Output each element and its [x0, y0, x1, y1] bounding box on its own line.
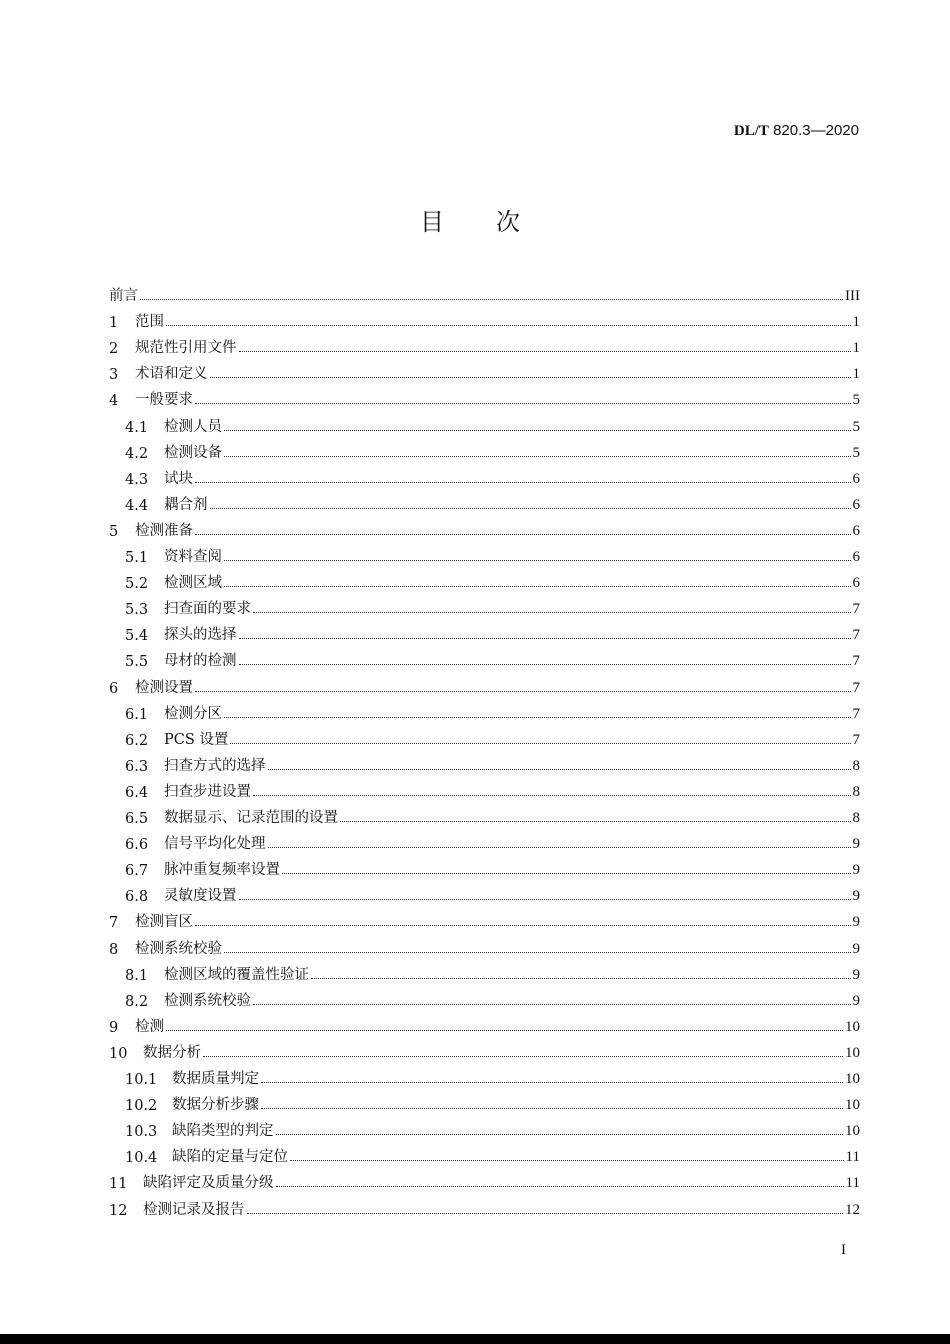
toc-entry-page: 6	[852, 470, 860, 487]
toc-entry-label: 检测设置	[135, 679, 193, 696]
bottom-border	[0, 1334, 950, 1344]
toc-leader-dots	[140, 298, 843, 300]
toc-entry-number: 1	[109, 315, 119, 332]
toc-entry[interactable]	[125, 1118, 860, 1140]
toc-entry-page: 8	[852, 783, 860, 800]
toc-entry[interactable]	[109, 309, 860, 331]
toc-entry-number: 6.6	[125, 837, 149, 854]
toc-leader-dots	[224, 585, 851, 587]
toc-entry-number: 10.3	[125, 1124, 158, 1141]
toc-entry[interactable]	[125, 779, 860, 801]
toc-entry[interactable]	[125, 883, 860, 905]
toc-entry-number: 3	[109, 367, 119, 384]
toc-leader-dots	[224, 455, 851, 457]
toc-leader-dots	[268, 768, 851, 770]
toc-leader-dots	[239, 637, 851, 639]
toc-entry-page: 12	[845, 1201, 860, 1218]
toc-entry-number: 5	[109, 523, 119, 540]
toc-leader-dots	[239, 663, 851, 665]
toc-entry-label: 灵敏度设置	[164, 888, 237, 905]
toc-entry[interactable]	[125, 1092, 860, 1114]
toc-entry-label: 检测系统校验	[135, 940, 222, 957]
toc-entry-label: 前言	[109, 288, 138, 304]
toc-entry[interactable]	[109, 1170, 860, 1192]
toc-entry-label: 检测分区	[164, 705, 222, 722]
toc-entry-number: 4.4	[125, 497, 149, 514]
toc-leader-dots	[224, 951, 851, 953]
toc-entry-number: 6.2	[125, 732, 149, 749]
toc-leader-dots	[340, 820, 851, 822]
toc-entry-label: 检测设备	[164, 444, 222, 461]
toc-entry[interactable]	[125, 440, 860, 462]
toc-entry-page: 10	[845, 1018, 860, 1035]
toc-entry-page: 5	[852, 392, 860, 409]
standard-code-prefix: DL/T	[733, 123, 769, 139]
toc-entry-number: 6.7	[125, 863, 149, 880]
toc-entry-number: 8	[109, 941, 119, 958]
toc-entry[interactable]	[125, 857, 860, 879]
toc-entry-label: 资料查阅	[164, 549, 222, 565]
toc-entry-page: 7	[852, 731, 860, 748]
toc-leader-dots	[166, 324, 851, 326]
toc-entry[interactable]	[125, 1066, 860, 1088]
toc-leader-dots	[276, 1133, 844, 1135]
toc-entry-page: 11	[845, 1149, 860, 1166]
toc-entry[interactable]	[109, 1014, 860, 1036]
toc-entry-page: 7	[852, 679, 860, 696]
toc-entry-number: 8.1	[125, 967, 149, 984]
toc-entry[interactable]	[125, 596, 860, 618]
toc-entry-page: 9	[852, 940, 860, 957]
toc-entry[interactable]	[125, 701, 860, 723]
toc-entry-number: 10.4	[125, 1150, 158, 1167]
toc-leader-dots	[290, 1159, 844, 1161]
toc-leader-dots	[210, 507, 851, 509]
toc-entry-label: 术语和定义	[135, 366, 208, 383]
toc-entry-page: 5	[852, 444, 860, 461]
page-title: 目次	[420, 208, 572, 236]
toc-entry-page: 10	[845, 1071, 860, 1087]
toc-entry-page: 9	[852, 914, 860, 931]
toc-entry-number: 5.2	[125, 576, 149, 593]
toc-entry-label: 数据分析	[143, 1044, 201, 1061]
toc-entry-page: 1	[852, 340, 860, 357]
toc-entry-page: 7	[852, 601, 860, 618]
toc-entry-number: 4.2	[125, 445, 149, 462]
toc-entry-label: 检测系统校验	[164, 992, 251, 1009]
toc-entry[interactable]	[125, 727, 860, 749]
toc-entry-page: 10	[845, 1044, 860, 1061]
toc-entry-label: 数据质量判定	[172, 1071, 259, 1087]
toc-entry-page: 7	[852, 627, 860, 644]
toc-leader-dots	[195, 690, 851, 692]
toc-entry-number: 11	[109, 1176, 128, 1193]
toc-leader-dots	[268, 846, 851, 848]
toc-leader-dots	[195, 533, 851, 535]
toc-entry-number: 5.4	[125, 628, 149, 645]
toc-entry-page: 10	[845, 1123, 860, 1140]
toc-entry[interactable]	[125, 570, 860, 592]
toc-entry-page: 5	[852, 418, 860, 435]
toc-entry[interactable]	[109, 387, 860, 409]
toc-entry[interactable]	[125, 622, 860, 644]
toc-entry[interactable]	[125, 962, 860, 984]
toc-entry[interactable]	[125, 492, 860, 514]
toc-leader-dots	[210, 376, 851, 378]
toc-entry-page: 6	[852, 496, 860, 513]
standard-code-rest: 820.3—2020	[768, 122, 859, 139]
toc-entry-page: 1	[852, 366, 860, 383]
toc-entry-label: 脉冲重复频率设置	[164, 862, 280, 879]
toc-leader-dots	[276, 1185, 844, 1187]
toc-entry[interactable]	[125, 648, 860, 670]
toc-leader-dots	[253, 1003, 851, 1005]
toc-entry-label: 检测准备	[135, 522, 193, 539]
toc-entry-label: 缺陷的定量与定位	[172, 1149, 288, 1166]
toc-entry-number: 6.3	[125, 758, 149, 775]
toc-entry-page: 7	[852, 705, 860, 722]
toc-leader-dots	[253, 611, 851, 613]
toc-entry-label: 探头的选择	[164, 627, 237, 644]
toc-leader-dots	[230, 742, 850, 744]
toc-entry-page: III	[845, 288, 860, 304]
toc-entry[interactable]	[109, 1197, 860, 1219]
toc-leader-dots	[253, 794, 851, 796]
toc-entry-number: 8.2	[125, 993, 149, 1010]
toc-entry-label: 扫查步进设置	[164, 783, 251, 800]
page-number: I	[841, 1242, 846, 1258]
toc-leader-dots	[261, 1081, 843, 1083]
toc-entry-label: 母材的检测	[164, 653, 237, 670]
toc-entry[interactable]	[109, 675, 860, 697]
toc-entry-number: 6.4	[125, 784, 149, 801]
toc-leader-dots	[247, 1212, 844, 1214]
toc-entry[interactable]	[109, 1040, 860, 1062]
toc-entry-number: 12	[109, 1202, 128, 1219]
toc-entry-number: 5.1	[125, 550, 149, 566]
toc-entry-number: 6	[109, 680, 119, 697]
toc-entry-page: 9	[852, 966, 860, 983]
toc-entry-number: 6.5	[125, 811, 149, 827]
toc-entry-number: 10	[109, 1045, 128, 1062]
toc-entry-number: 10.1	[125, 1072, 158, 1088]
toc-entry-label: 检测人员	[164, 418, 222, 435]
toc-entry[interactable]	[125, 414, 860, 436]
toc-entry-label: 检测盲区	[135, 914, 193, 931]
toc-leader-dots	[203, 1055, 843, 1057]
toc-entry-label: 扫查方式的选择	[164, 757, 266, 774]
toc-leader-dots	[166, 1029, 843, 1031]
toc-entry-page: 8	[852, 810, 860, 826]
toc-entry[interactable]	[125, 831, 860, 853]
toc-entry-label: 规范性引用文件	[135, 340, 237, 357]
toc-leader-dots	[195, 924, 851, 926]
toc-entry-number: 4.3	[125, 471, 149, 488]
toc-entry-page: 9	[852, 862, 860, 879]
toc-entry[interactable]	[125, 805, 860, 827]
toc-entry-label: 检测记录及报告	[143, 1201, 245, 1218]
toc-entry-page: 11	[845, 1175, 860, 1192]
toc-entry-page: 8	[852, 757, 860, 774]
toc-leader-dots	[195, 481, 851, 483]
toc-entry[interactable]	[125, 753, 860, 775]
toc-entry-label: 缺陷评定及质量分级	[143, 1175, 274, 1192]
toc-leader-dots	[239, 898, 851, 900]
toc-entry-label: 检测区域	[164, 575, 222, 592]
toc-entry[interactable]	[109, 361, 860, 383]
toc-leader-dots	[311, 977, 851, 979]
toc-entry-number: 5.3	[125, 602, 149, 619]
toc-entry-number: 5.5	[125, 654, 149, 671]
toc-entry[interactable]	[109, 283, 860, 305]
toc-entry-label: 缺陷类型的判定	[172, 1123, 274, 1140]
toc-entry-number: 6.8	[125, 889, 149, 906]
standard-code	[734, 122, 859, 140]
toc-entry-page: 10	[845, 1097, 860, 1114]
toc-entry-page: 6	[852, 522, 860, 539]
toc-entry-number: 10.2	[125, 1098, 158, 1115]
toc-entry[interactable]	[125, 1144, 860, 1166]
toc-entry-number: 2	[109, 341, 119, 358]
toc-entry-label: 范围	[135, 314, 164, 331]
toc-entry-label: 检测区域的覆盖性验证	[164, 966, 309, 983]
toc-entry-number: 4	[109, 393, 119, 410]
toc-entry[interactable]	[125, 544, 860, 566]
toc-leader-dots	[224, 559, 851, 561]
toc-entry-number: 7	[109, 915, 119, 932]
toc-leader-dots	[282, 872, 851, 874]
toc-entry[interactable]	[109, 335, 860, 357]
toc-entry-number: 9	[109, 1019, 119, 1036]
toc-entry-page: 1	[852, 314, 860, 331]
toc-leader-dots	[224, 429, 851, 431]
toc-entry-label: 试块	[164, 470, 193, 487]
toc-entry-page: 6	[852, 549, 860, 565]
toc-entry-label: 耦合剂	[164, 496, 208, 513]
toc-entry-number: 4.1	[125, 419, 149, 436]
toc-entry[interactable]	[125, 466, 860, 488]
toc-entry[interactable]	[109, 936, 860, 958]
toc-leader-dots	[261, 1107, 843, 1109]
toc-entry-label: 一般要求	[135, 392, 193, 409]
toc-entry-page: 9	[852, 836, 860, 853]
toc-entry[interactable]	[109, 518, 860, 540]
toc-entry-label: 数据显示、记录范围的设置	[164, 810, 338, 826]
toc-entry-label: 检测	[135, 1018, 164, 1035]
toc-leader-dots	[224, 716, 851, 718]
toc-entry-number: 6.1	[125, 706, 149, 723]
toc-entry-page: 6	[852, 575, 860, 592]
toc-entry-label: 信号平均化处理	[164, 836, 266, 853]
toc-entry-page: 7	[852, 653, 860, 670]
toc-leader-dots	[239, 350, 851, 352]
toc-entry[interactable]	[109, 909, 860, 931]
toc-entry-label: 数据分析步骤	[172, 1097, 259, 1114]
toc-entry-page: 9	[852, 992, 860, 1009]
toc-entry-label: PCS 设置	[164, 731, 229, 748]
toc-entry-page: 9	[852, 888, 860, 905]
toc-entry-label: 扫查面的要求	[164, 601, 251, 618]
toc-leader-dots	[195, 402, 851, 404]
toc-entry[interactable]	[125, 988, 860, 1010]
